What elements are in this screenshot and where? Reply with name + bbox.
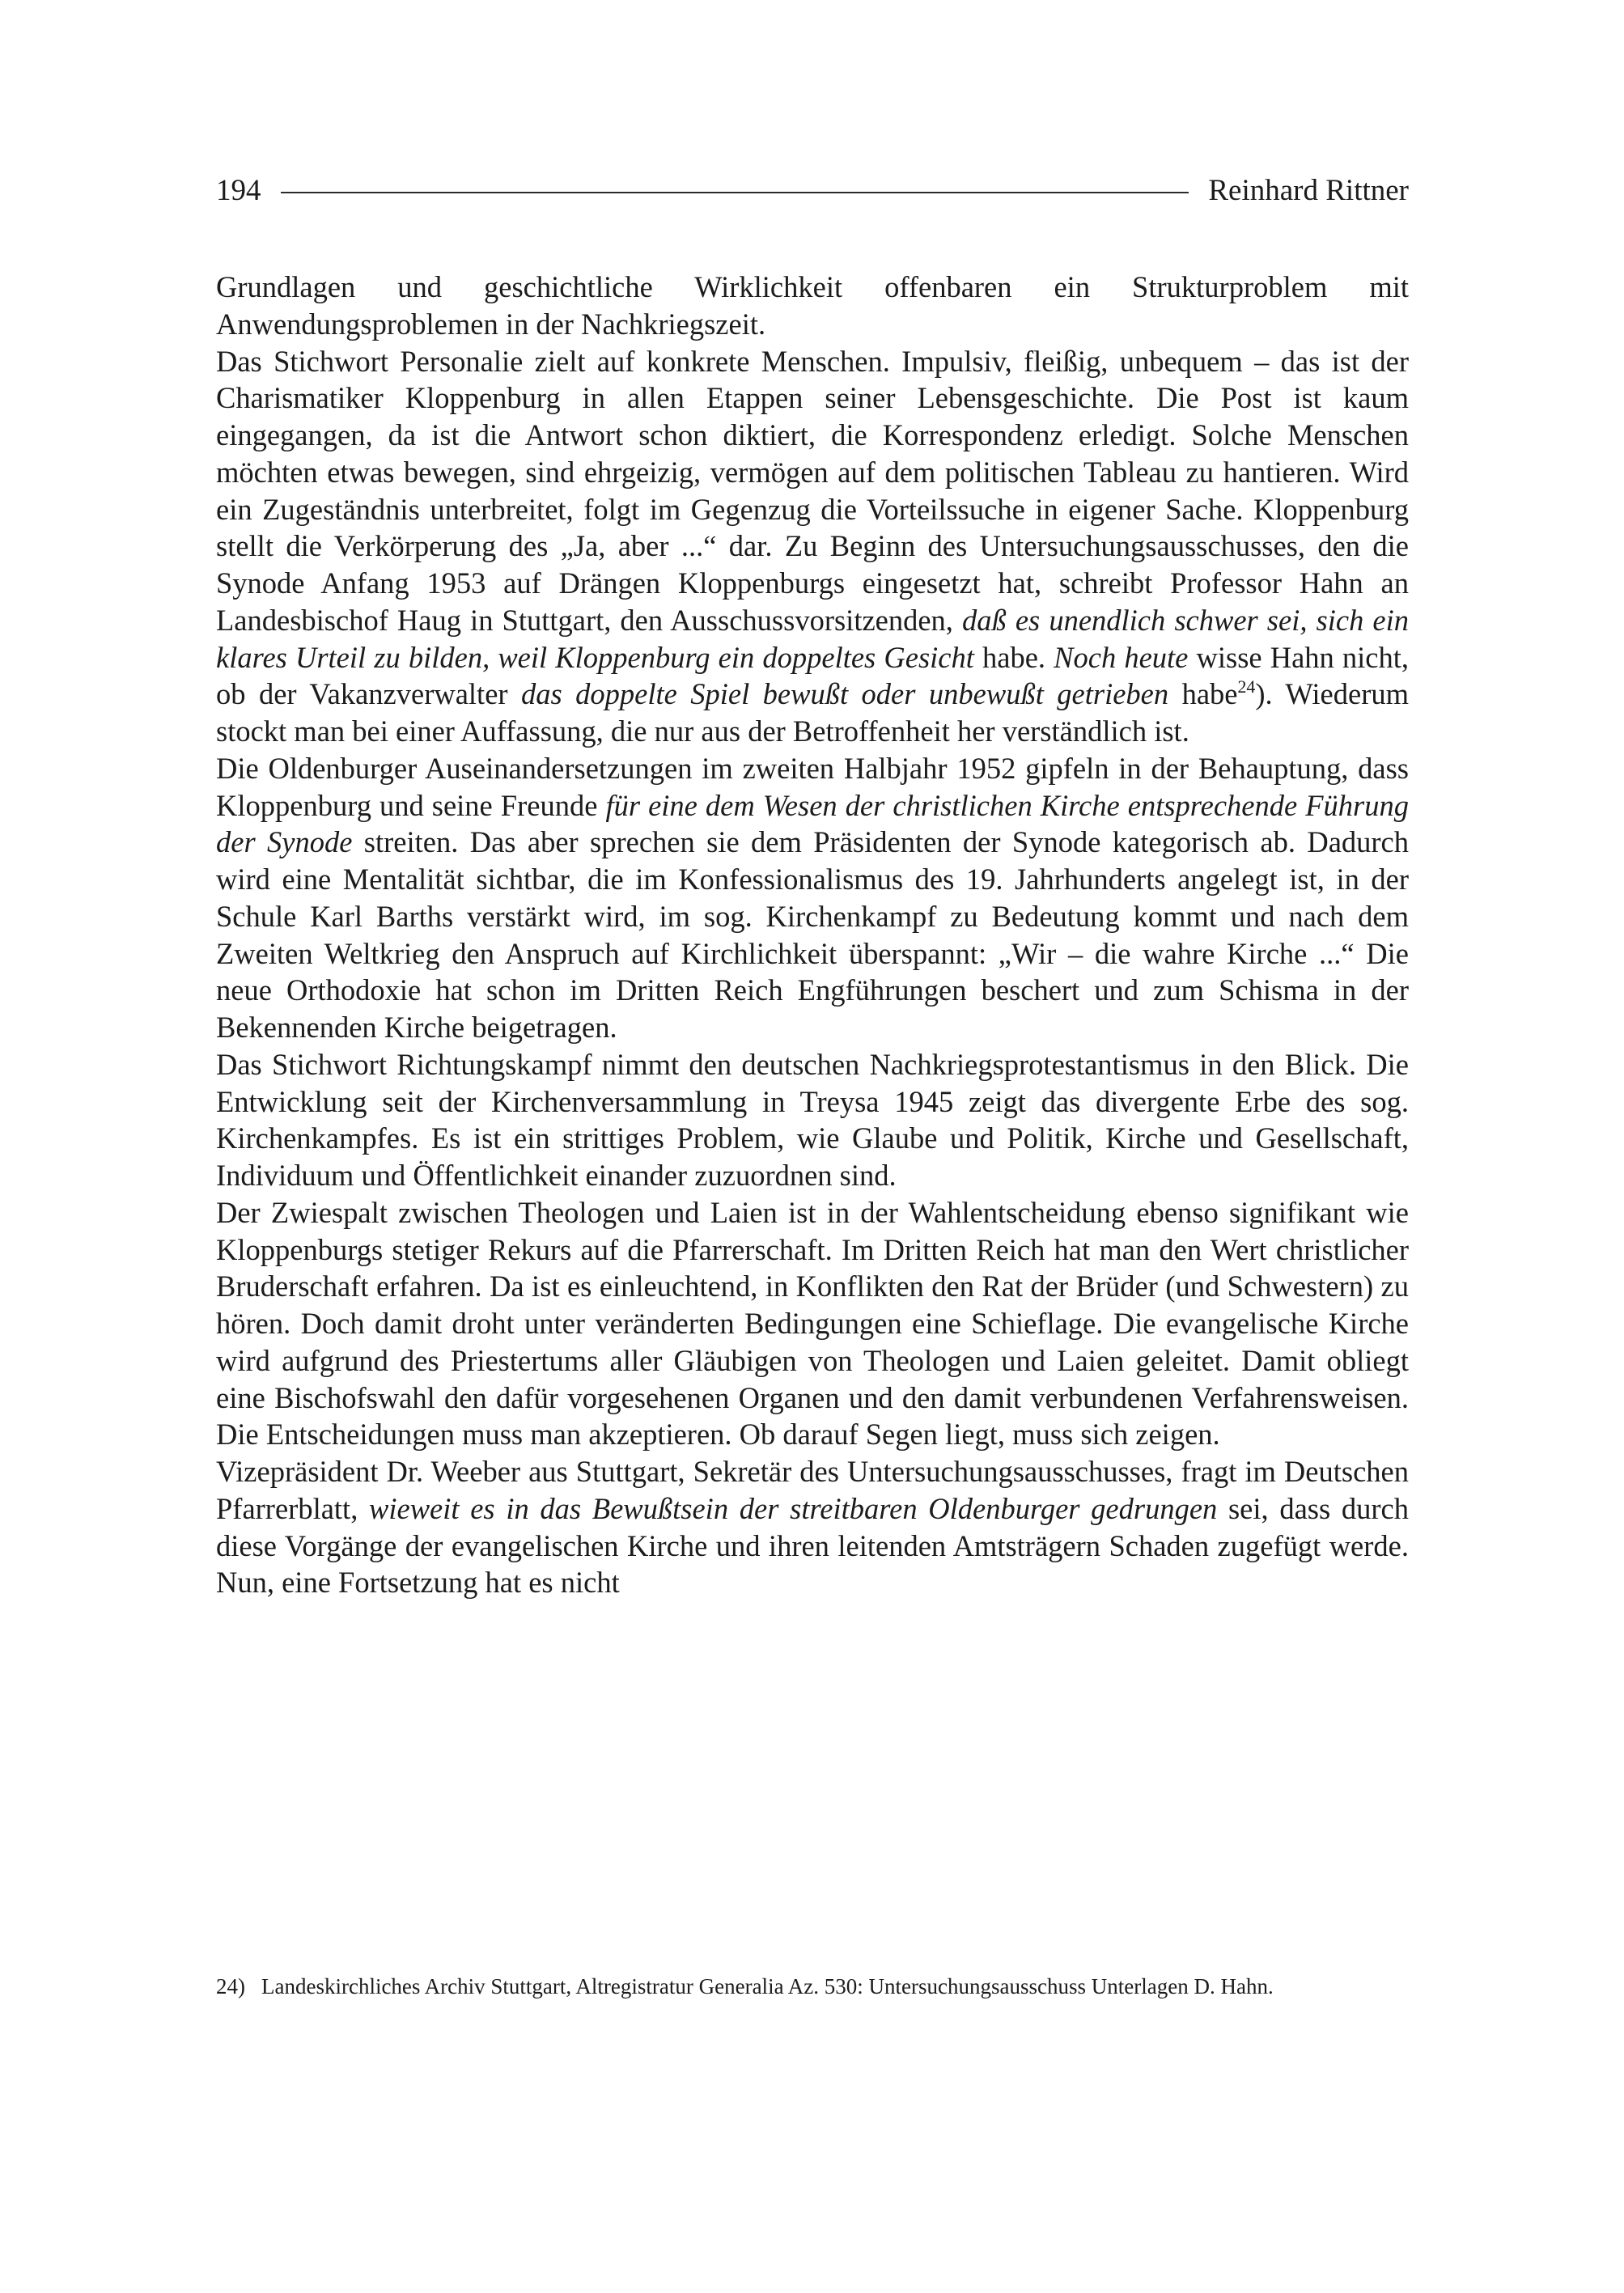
- paragraph: [216, 1194, 1409, 1453]
- paragraph: [216, 1453, 1409, 1601]
- text-run: Das Stichwort Richtungskampf nimmt den deutschen Nachkriegsprotestantismus in den Blick. Die Entwicklung seit der Kirchenversammlung in Treysa 1945 zeigt das divergente Erbe des sog. Kirchenkampfes. Es ist ein strittiges Problem, wie Glaube und Politik, Kirche und Gesellschaft, Individuum und Öffentlichkeit einander zuzuordnen sind.: [216, 1047, 1409, 1192]
- footnote-area: [216, 1973, 1409, 2001]
- text-run: Die Oldenburger Auseinandersetzungen im zweiten Halbjahr 1952 gipfeln in der Behauptung, dass Kloppenburg und seine Freunde: [216, 751, 1409, 822]
- italic-quotation: für eine dem Wesen der christlichen Kirche entsprechende Führung der Synode: [216, 788, 1409, 859]
- page-number: 194: [216, 173, 261, 207]
- paragraph: [216, 343, 1409, 750]
- italic-quotation: daß es unendlich schwer sei, sich ein klares Urteil zu bilden, weil Kloppenburg ein doppeltes Gesicht: [216, 603, 1409, 674]
- italic-quotation: Noch heute: [1054, 640, 1189, 674]
- text-run: sei, dass durch diese Vorgänge der evangelischen Kirche und ihren leitenden Amtsträgern Schaden zugefügt werde. Nun, eine Fortsetzung hat es nicht: [216, 1491, 1409, 1600]
- italic-quotation: wieweit es in das Bewußtsein der streitbaren Oldenburger gedrungen: [369, 1491, 1218, 1525]
- body-text: [216, 269, 1409, 1601]
- paragraph: [216, 750, 1409, 1046]
- footnote-text: Landeskirchliches Archiv Stuttgart, Altregistratur Generalia Az. 530: Untersuchungsausschuss Unterlagen D. Hahn.: [261, 1974, 1274, 1998]
- footnote-number: 24): [216, 1974, 245, 1998]
- paragraph: [216, 1046, 1409, 1194]
- italic-quotation: das doppelte Spiel bewußt oder unbewußt getrieben: [520, 677, 1169, 711]
- footnote-reference: 24: [1237, 676, 1256, 697]
- paragraph: [216, 269, 1409, 343]
- text-run: ). Wiederum stockt man bei einer Auffassung, die nur aus der Betroffenheit her verständlich ist.: [216, 677, 1409, 748]
- text-run: streiten. Das aber sprechen sie dem Präsidenten der Synode kategorisch ab. Dadurch wird eine Mentalität sichtbar, die im Konfessionalismus des 19. Jahrhunderts angelegt ist, in der Schule Karl Barths verstärkt wird, im sog. Kirchenkampf zu Bedeutung kommt und nach dem Zweiten Weltkrieg den Anspruch auf Kirchlichkeit überspannt: „Wir – die wahre Kirche ...“ Die neue Orthodoxie hat schon im Dritten Reich Engführungen beschert und zum Schisma in der Bekennenden Kirche beigetragen.: [216, 825, 1409, 1044]
- text-run: Grundlagen und geschichtliche Wirklichkeit offenbaren ein Strukturproblem mit Anwendungsproblemen in der Nachkriegszeit.: [216, 270, 1409, 341]
- text-run: wisse Hahn nicht, ob der Vakanzverwalter: [216, 640, 1410, 711]
- text-run: habe: [1168, 677, 1238, 711]
- running-head: [216, 166, 1409, 214]
- text-run: habe.: [973, 640, 1054, 674]
- text-run: Der Zwiespalt zwischen Theologen und Laien ist in der Wahlentscheidung ebenso signifikant wie Kloppenburgs stetiger Rekurs auf die Pfarrerschaft. Im Dritten Reich hat man den Wert christlicher Bruderschaft erfahren. Da ist es einleuchtend, in Konflikten den Rat der Brüder (und Schwestern) zu hören. Doch damit droht unter veränderten Bedingungen eine Schieflage. Die evangelische Kirche wird aufgrund des Priestertums aller Gläubigen von Theologen und Laien geleitet. Damit obliegt eine Bischofswahl den dafür vorgesehenen Organen und den damit verbundenen Verfahrensweisen. Die Entscheidungen muss man akzeptieren. Ob darauf Segen liegt, muss sich zeigen.: [216, 1195, 1409, 1452]
- text-run: Das Stichwort Personalie zielt auf konkrete Menschen. Impulsiv, fleißig, unbequem – das ist der Charismatiker Kloppenburg in allen Etappen seiner Lebensgeschichte. Die Post ist kaum eingegangen, da ist die Antwort schon diktiert, die Korrespondenz erledigt. Solche Menschen möchten etwas bewegen, sind ehrgeizig, vermögen auf dem politischen Tableau zu hantieren. Wird ein Zugeständnis unterbreitet, folgt im Gegenzug die Vorteilssuche in eigener Sache. Kloppenburg stellt die Verkörperung des „Ja, aber ...“ dar. Zu Beginn des Untersuchungsausschusses, den die Synode Anfang 1953 auf Drängen Kloppenburgs eingesetzt hat, schreibt Professor Hahn an Landesbischof Haug in Stuttgart, den Ausschussvorsitzenden,: [216, 344, 1409, 637]
- text-run: Vizepräsident Dr. Weeber aus Stuttgart, Sekretär des Untersuchungsausschusses, fragt im Deutschen Pfarrerblatt,: [216, 1455, 1409, 1525]
- header-rule: [281, 192, 1189, 193]
- running-head-author: Reinhard Rittner: [1208, 173, 1409, 207]
